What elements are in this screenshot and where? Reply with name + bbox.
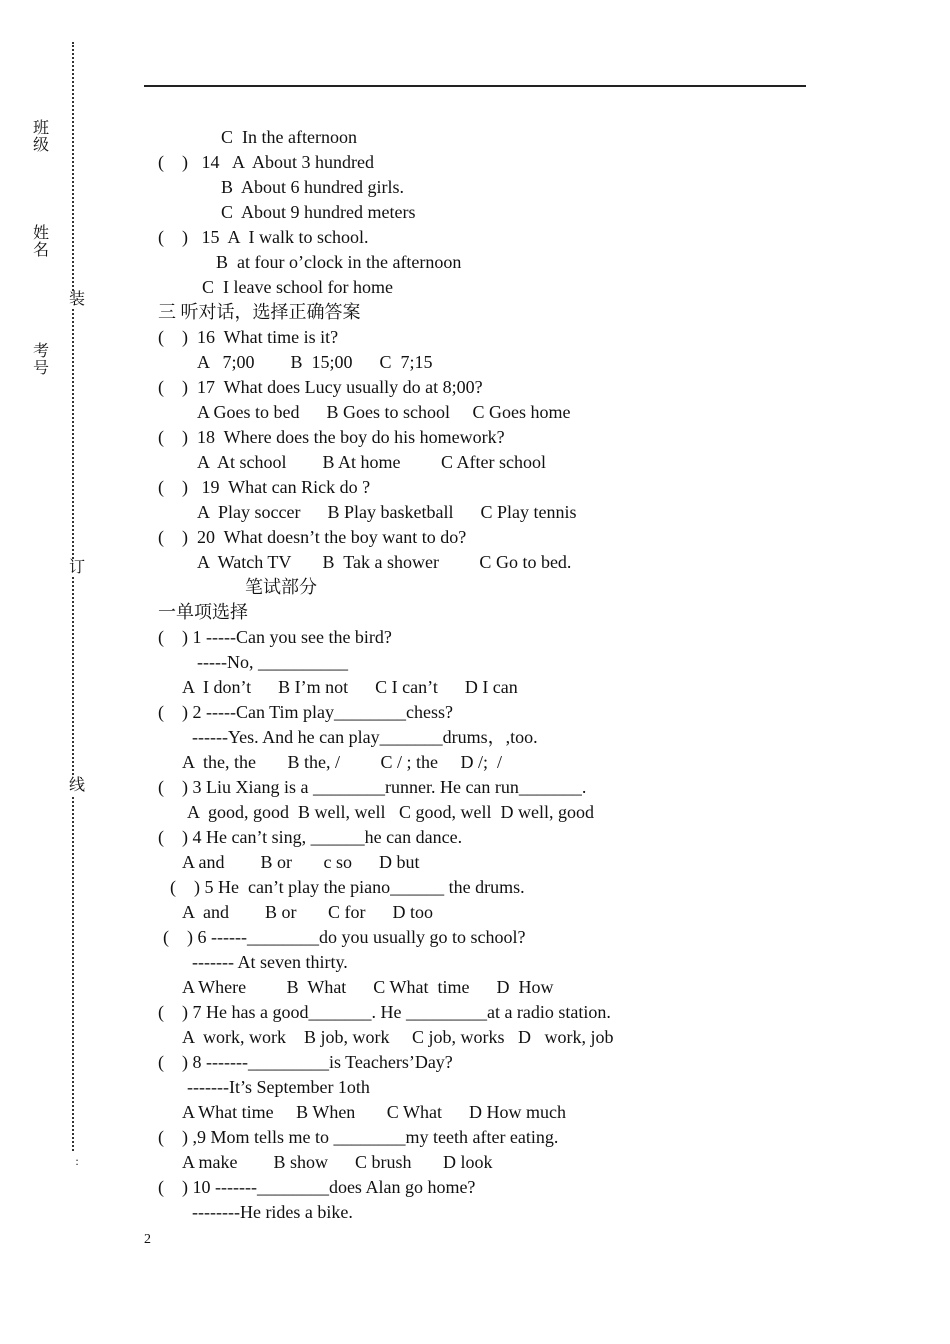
exam-line: ( ) 20 What doesn’t the boy want to do? xyxy=(158,527,467,547)
exam-line: --------He rides a bike. xyxy=(192,1202,353,1222)
exam-line: B About 6 hundred girls. xyxy=(221,177,404,197)
exam-line: B at four o’clock in the afternoon xyxy=(216,252,462,272)
binding-end-mark: : xyxy=(68,1152,86,1170)
exam-line: ------Yes. And he can play_______drums，,too. xyxy=(192,727,538,747)
exam-line: ( ) 4 He can’t sing, ______he can dance. xyxy=(158,827,463,847)
exam-line: ( ) ,9 Mom tells me to ________my teeth after eating. xyxy=(158,1127,559,1147)
exam-number-label xyxy=(31,343,51,377)
exam-line: A What time B When C What D How much xyxy=(182,1102,566,1122)
exam-line: C I leave school for home xyxy=(202,277,393,297)
header-rule xyxy=(144,85,806,87)
exam-line: A Goes to bed B Goes to school C Goes home xyxy=(197,402,571,422)
exam-line: ( ) 10 -------________does Alan go home? xyxy=(158,1177,476,1197)
exam-line: -----No, __________ xyxy=(197,652,348,672)
binding-dotted-line xyxy=(72,42,74,1166)
exam-line: A I don’t B I’m not C I can’t D I can xyxy=(182,677,518,697)
exam-line: C About 9 hundred meters xyxy=(221,202,416,222)
exam-line: ( ) 16 What time is it? xyxy=(158,327,339,347)
exam-line: ( ) 19 What can Rick do ? xyxy=(158,477,371,497)
exam-line: ( ) 7 He has a good_______. He _________at a radio station. xyxy=(158,1002,611,1022)
exam-line: -------It’s September 1oth xyxy=(187,1077,370,1097)
exam-line: A At school B At home C After school xyxy=(197,452,546,472)
name-label-char-1: 姓 xyxy=(32,225,49,242)
exam-line: ( ) 15 A I walk to school. xyxy=(158,227,369,247)
exam-line: A work, work B job, work C job, works D work, job xyxy=(182,1027,614,1047)
exam-line: C In the afternoon xyxy=(221,127,357,147)
exam-line: 一单项选择 xyxy=(158,602,248,622)
exam-line: A and B or C for D too xyxy=(182,902,433,922)
exam-line: ( ) 6 ------________do you usually go to school? xyxy=(163,927,526,947)
exam-line: ( ) 18 Where does the boy do his homework? xyxy=(158,427,505,447)
exam-number-label-char-2: 号 xyxy=(32,360,49,377)
exam-line: 笔试部分 xyxy=(245,577,317,597)
exam-line: A the, the B the, / C / ; the D /; / xyxy=(182,752,502,772)
exam-line: ( ) 1 -----Can you see the bird? xyxy=(158,627,392,647)
exam-line: ( ) 3 Liu Xiang is a ________runner. He can run_______. xyxy=(158,777,587,797)
class-label-char-1: 班 xyxy=(32,120,49,137)
binding-char-zhuang: 装 xyxy=(68,291,85,308)
exam-line: 三 听对话，选择正确答案 xyxy=(158,302,361,322)
exam-line: ( ) 8 -------_________is Teachers’Day? xyxy=(158,1052,453,1072)
binding-char-ding: 订 xyxy=(68,559,85,576)
exam-line: A Play soccer B Play basketball C Play tennis xyxy=(197,502,577,522)
class-label xyxy=(31,120,51,154)
exam-line: ( ) 2 -----Can Tim play________chess? xyxy=(158,702,453,722)
exam-line: ( ) 17 What does Lucy usually do at 8;00? xyxy=(158,377,483,397)
exam-line: A good, good B well, well C good, well D well, good xyxy=(187,802,594,822)
binding-char-xian: 线 xyxy=(68,777,85,794)
exam-number-label-char-1: 考 xyxy=(32,343,49,360)
exam-line: A 7;00 B 15;00 C 7;15 xyxy=(197,352,433,372)
name-label-char-2: 名 xyxy=(32,242,49,259)
exam-line: A and B or c so D but xyxy=(182,852,420,872)
class-label-char-2: 级 xyxy=(32,137,49,154)
exam-line: A Where B What C What time D How xyxy=(182,977,554,997)
exam-line: ------- At seven thirty. xyxy=(192,952,348,972)
exam-line: A make B show C brush D look xyxy=(182,1152,493,1172)
exam-line: ( ) 5 He can’t play the piano______ the drums. xyxy=(170,877,525,897)
exam-line: A Watch TV B Tak a shower C Go to bed. xyxy=(197,552,572,572)
page-number: 2 xyxy=(144,1232,151,1247)
name-label xyxy=(31,225,51,259)
exam-line: ( ) 14 A About 3 hundred xyxy=(158,152,374,172)
